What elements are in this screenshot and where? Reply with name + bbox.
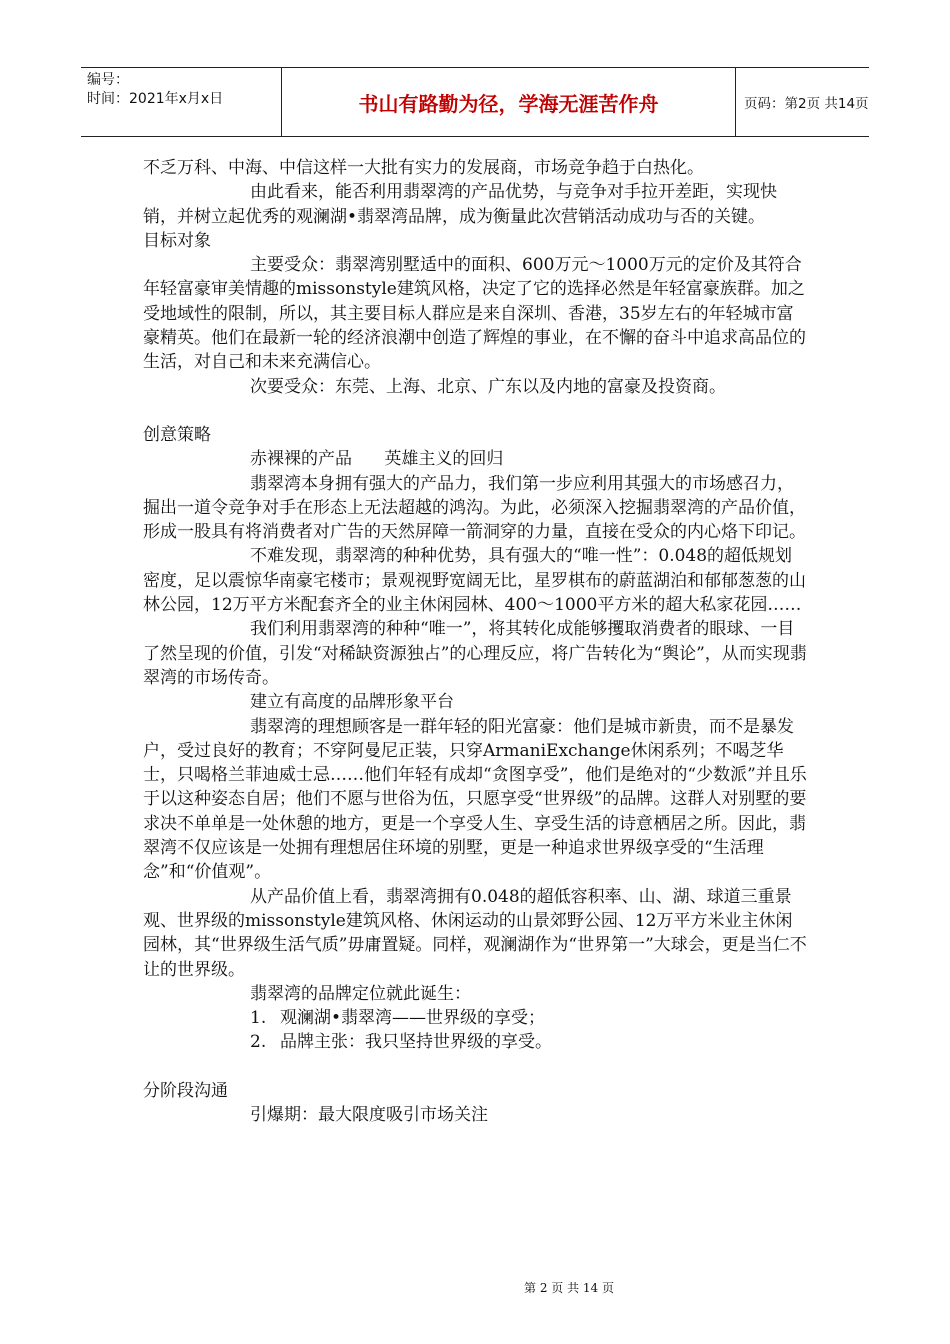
paragraph: 翡翠湾本身拥有强大的产品力，我们第一步应利用其强大的市场感召力，掘出一道令竞争对手在形态上无法超越的鸿沟。为此，必须深入挖掘翡翠湾的产品价值，形成一股具有将消费者对广告的天然屏障一箭洞穿的力量，直接在受众的内心烙下印记。 <box>143 473 806 543</box>
time-label: 时间：2021年x月x日 <box>87 91 224 107</box>
subheading: 赤裸裸的产品 英雄主义的回归 <box>250 449 504 470</box>
subheading: 建立有高度的品牌形象平台 <box>250 692 454 713</box>
paragraph: 主要受众：翡翠湾别墅适中的面积、600万元～1000万元的定价及其符合年轻富豪审美情趣的missonstyle建筑风格，决定了它的选择必然是年轻富豪族群。加之受地域性的限制，所以，其主要目标人群应是来自深圳、香港，35岁左右的年轻城市富豪精英。他们在最新一轮的经济浪潮中创造了辉煌的事业，在不懈的奋斗中追求高品位的生活，对自己和未来充满信心。 <box>143 255 806 373</box>
header-page-info: 页码：第2页 共14页 <box>744 96 869 112</box>
header-meta <box>81 68 281 136</box>
list-number: 1. <box>250 1008 267 1029</box>
paragraph: 从产品价值上看，翡翠湾拥有0.048的超低容积率、山、湖、球道三重景观、世界级的missonstyle建筑风格、休闲运动的山景郊野公园、12万平方米业主休闲园林，其“世界级生活气质”毋庸置疑。同样，观澜湖作为“世界第一”大球会，更是当仁不让的世界级。 <box>143 886 807 980</box>
section-heading-target: 目标对象 <box>143 230 211 251</box>
list-item <box>143 1006 808 1030</box>
section-heading-stage: 分阶段沟通 <box>143 1080 228 1101</box>
list-text: 观澜湖•翡翠湾——世界级的享受； <box>280 1008 546 1029</box>
spacer <box>143 399 808 423</box>
paragraph: 我们利用翡翠湾的种种“唯一”，将其转化成能够攫取消费者的眼球、一目了然呈现的价值，引发“对稀缺资源独占”的心理反应，将广告转化为“舆论”，从而实现翡翠湾的市场传奇。 <box>143 619 807 688</box>
paragraph: 引爆期：最大限度吸引市场关注 <box>250 1104 488 1125</box>
paragraph: 次要受众：东莞、上海、北京、广东以及内地的富豪及投资商。 <box>250 376 726 397</box>
list-item <box>143 1030 808 1054</box>
paragraph: 翡翠湾的品牌定位就此诞生： <box>250 983 471 1004</box>
page-footer: 第 2 页 共 14 页 <box>524 1281 614 1295</box>
section-heading-creative: 创意策略 <box>143 424 211 445</box>
page-header <box>81 67 869 137</box>
header-motto: 书山有路勤为径，学海无涯苦作舟 <box>281 68 736 136</box>
number-label: 编号： <box>87 72 129 88</box>
paragraph: 不乏万科、中海、中信这样一大批有实力的发展商，市场竞争趋于白热化。 <box>143 158 704 178</box>
paragraph: 由此看来，能否利用翡翠湾的产品优势，与竞争对手拉开差距，实现快销，并树立起优秀的观澜湖•翡翠湾品牌，成为衡量此次营销活动成功与否的关键。 <box>143 182 777 227</box>
paragraph: 不难发现，翡翠湾的种种优势，具有强大的“唯一性”：0.048的超低规划密度，足以震惊华南豪宅楼市；景观视野宽阔无比，星罗棋布的蔚蓝湖泊和郁郁葱葱的山林公园，12万平方米配套齐全的业主休闲园林、400～1000平方米的超大私家花园…… <box>143 546 806 616</box>
paragraph: 翡翠湾的理想顾客是一群年轻的阳光富豪：他们是城市新贵，而不是暴发户，受过良好的教育；不穿阿曼尼正装，只穿ArmaniExchange休闲系列；不喝芝华士，只喝格兰菲迪威士忌……他们年轻有成却“贪图享受”，他们是绝对的“少数派”并且乐于以这种姿态自居；他们不愿与世俗为伍，只愿享受“世界级”的品牌。这群人对别墅的要求决不单单是一处休憩的地方，更是一个享受人生、享受生活的诗意栖居之所。因此，翡翠湾不仅应该是一处拥有理想居住环境的别墅，更是一种追求世界级享受的“生活理念”和“价值观”。 <box>143 716 807 883</box>
list-number: 2. <box>250 1032 267 1053</box>
list-text: 品牌主张：我只坚持世界级的享受。 <box>280 1032 552 1053</box>
document-body <box>143 156 808 1127</box>
spacer <box>143 1055 808 1079</box>
